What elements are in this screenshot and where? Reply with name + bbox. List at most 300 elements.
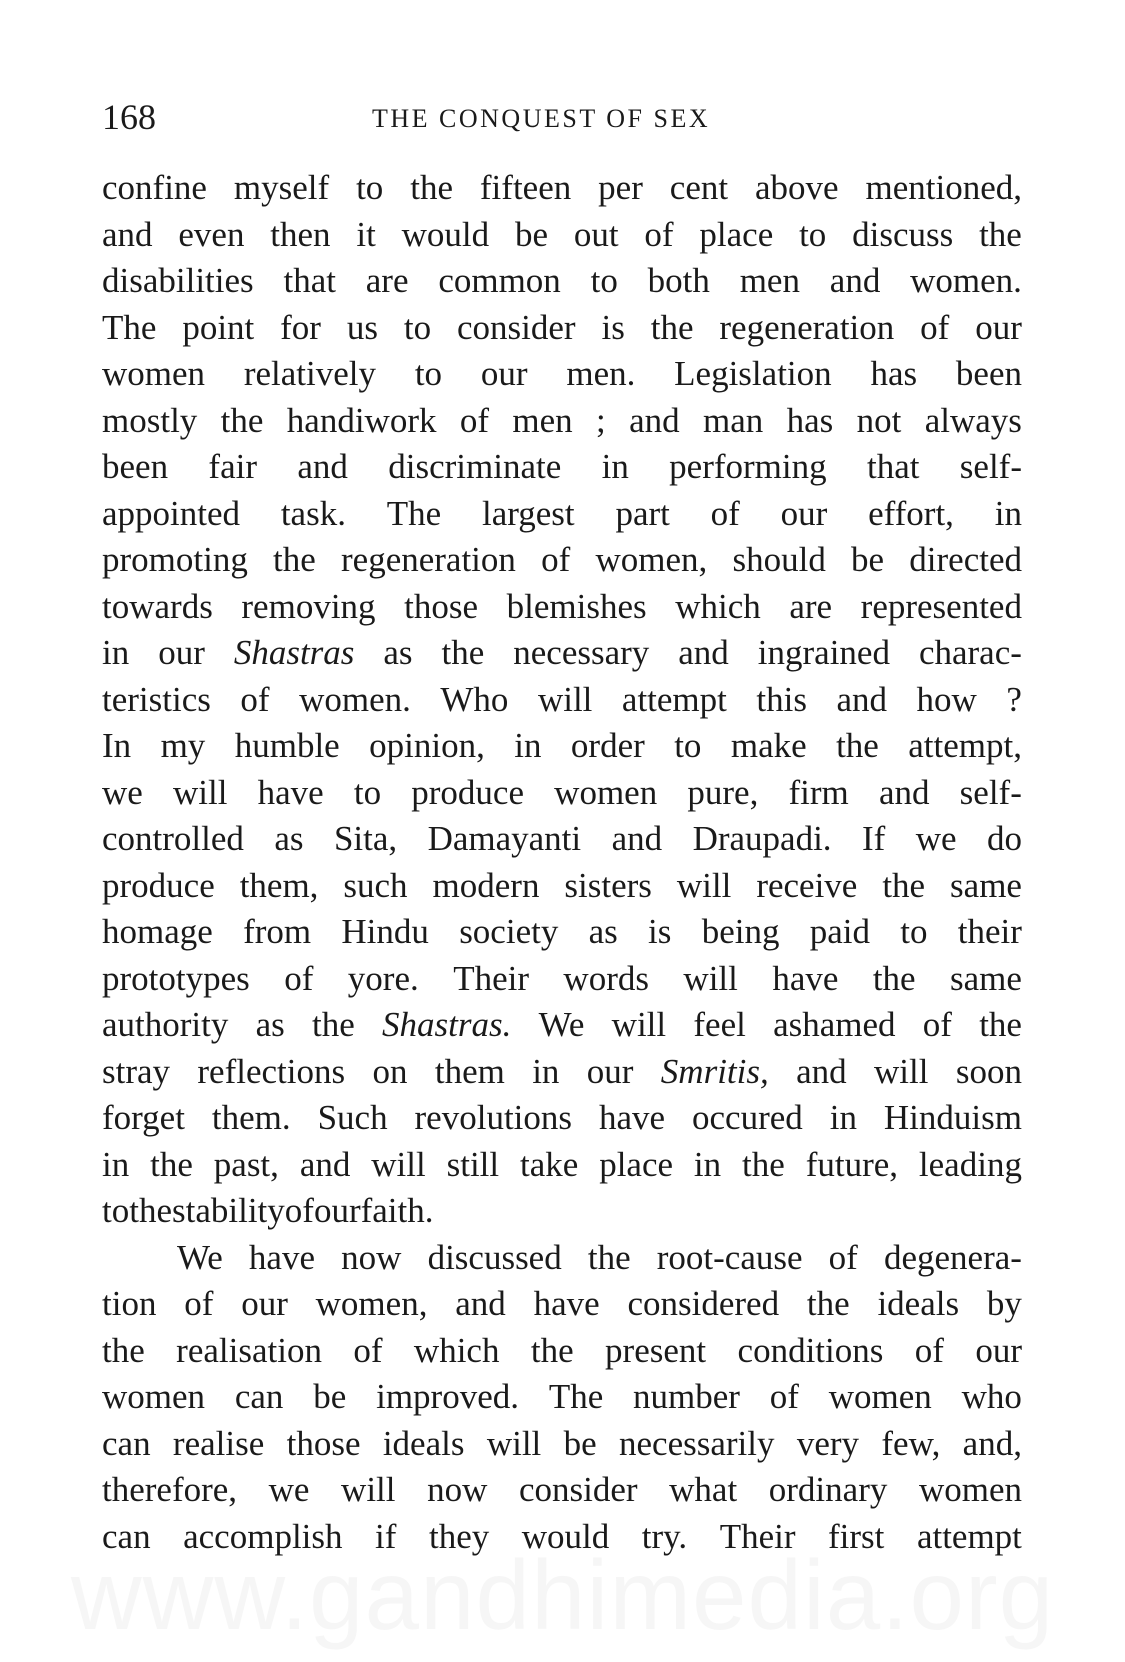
word: largest	[481, 493, 575, 533]
word: should	[732, 540, 826, 579]
text-line	[102, 584, 1022, 631]
word: have	[257, 772, 324, 812]
word: is	[601, 307, 625, 347]
word: therefore,	[102, 1470, 238, 1509]
body-text	[102, 165, 1022, 1560]
word: of	[644, 214, 674, 254]
word: if	[375, 1516, 397, 1556]
word: and	[678, 633, 729, 672]
word: promoting	[102, 540, 248, 579]
word: in	[102, 633, 130, 672]
word: ideals	[877, 1284, 960, 1323]
word: men.	[566, 354, 636, 393]
text-line	[102, 305, 1022, 352]
word: Draupadi.	[692, 819, 832, 858]
word: attempt	[916, 1516, 1022, 1556]
word: future,	[805, 1144, 899, 1184]
word: our	[975, 307, 1022, 347]
word: attempt	[621, 679, 727, 719]
word: now	[341, 1237, 402, 1277]
word: our	[780, 493, 828, 533]
word: in	[994, 493, 1022, 533]
word: been	[102, 447, 169, 486]
word: improved.	[376, 1377, 519, 1416]
word: to	[590, 261, 618, 300]
word: self-	[959, 447, 1022, 486]
word: has	[786, 400, 834, 440]
word: homage	[102, 912, 213, 951]
word: common	[438, 261, 561, 300]
word: regeneration	[719, 307, 895, 347]
word: to	[900, 912, 928, 951]
word: humble	[234, 726, 340, 765]
word: this	[756, 679, 807, 719]
word: those	[286, 1423, 361, 1463]
text-line	[102, 956, 1022, 1003]
word: in	[532, 1051, 560, 1091]
word: would	[401, 214, 490, 254]
word: to	[403, 307, 432, 347]
word: necessary	[513, 633, 650, 672]
word: Their	[453, 958, 529, 998]
word: of	[828, 1237, 858, 1277]
word: regeneration	[341, 540, 516, 579]
word: the	[806, 1284, 850, 1323]
word: ashamed	[773, 1005, 896, 1044]
word: first	[828, 1516, 885, 1556]
word: them.	[211, 1098, 291, 1137]
watermark	[0, 1540, 1125, 1650]
word: as	[588, 912, 618, 951]
word: men	[512, 400, 573, 440]
word: women,	[315, 1284, 428, 1323]
word: being	[701, 912, 780, 951]
word: feel	[693, 1005, 746, 1044]
word: do	[986, 819, 1022, 858]
word: the	[979, 214, 1022, 254]
word: realise	[172, 1423, 265, 1463]
word: Legislation	[674, 354, 832, 393]
word: and	[102, 214, 153, 254]
word: of	[922, 1005, 952, 1044]
word: occured	[692, 1098, 803, 1137]
word: effort,	[868, 493, 954, 533]
running-title: THE CONQUEST OF SEX	[372, 104, 711, 133]
word: that	[866, 447, 920, 486]
word: them,	[239, 865, 319, 905]
text-line	[102, 212, 1022, 259]
word: and	[878, 772, 930, 812]
word: their	[957, 912, 1022, 951]
word: degenera-	[883, 1237, 1022, 1277]
word: teristics	[102, 679, 211, 719]
word: We	[177, 1237, 223, 1277]
word: per	[598, 168, 643, 207]
text-line	[102, 491, 1022, 538]
word: such	[343, 865, 408, 905]
word: consider	[457, 307, 576, 347]
word: discussed	[427, 1237, 562, 1277]
word: women,	[595, 540, 708, 579]
word: women	[554, 772, 658, 812]
word: ordinary	[768, 1470, 888, 1509]
word: The	[386, 493, 442, 533]
word: the	[150, 1144, 193, 1184]
word: our	[241, 1284, 288, 1323]
word: try.	[641, 1516, 688, 1556]
word: Smritis,	[660, 1051, 769, 1091]
word: few,	[881, 1423, 941, 1463]
word: man	[702, 400, 764, 440]
text-line	[102, 1467, 1022, 1514]
word: women	[918, 1470, 1022, 1509]
word: by	[986, 1284, 1022, 1323]
word: Sita,	[333, 819, 398, 858]
word: forget	[102, 1098, 185, 1137]
word: and	[836, 679, 888, 719]
word: blemishes	[506, 586, 647, 626]
text-line	[102, 1049, 1022, 1096]
word: be	[514, 214, 549, 254]
word: the	[836, 726, 879, 765]
word: women	[102, 354, 206, 393]
word: confine	[102, 168, 207, 207]
word: have	[598, 1098, 666, 1137]
word: modern	[432, 865, 540, 905]
word: be	[313, 1377, 347, 1416]
word: both	[647, 261, 710, 300]
word: faith.	[360, 1191, 434, 1230]
word: will	[676, 865, 732, 905]
text-line	[102, 1235, 1022, 1282]
word: will	[172, 772, 228, 812]
text-line	[102, 1142, 1022, 1189]
word: as	[383, 633, 413, 672]
word: discriminate	[388, 447, 562, 486]
word: appointed	[102, 493, 241, 533]
word: for	[280, 307, 321, 347]
word: paid	[809, 912, 870, 951]
word: those	[404, 586, 479, 626]
running-head	[102, 92, 1022, 142]
word: soon	[955, 1051, 1022, 1091]
word: leading	[918, 1144, 1022, 1184]
word: in	[829, 1098, 857, 1137]
text-line	[102, 816, 1022, 863]
word: fair	[208, 447, 257, 486]
word: be	[563, 1423, 597, 1463]
word: conditions	[737, 1330, 884, 1370]
word: stray	[102, 1051, 171, 1091]
word: ingrained	[757, 633, 890, 672]
word: root-cause	[656, 1237, 803, 1277]
word: women.	[910, 261, 1022, 300]
word: opinion,	[369, 726, 485, 765]
word: they	[428, 1516, 490, 1556]
word: in	[601, 447, 629, 486]
word: Their	[719, 1516, 796, 1556]
word: will	[341, 1470, 396, 1509]
text-line	[102, 537, 1022, 584]
word: order	[570, 726, 645, 765]
word: will	[537, 679, 593, 719]
word: ideals	[382, 1423, 465, 1463]
text-line	[102, 1188, 1022, 1235]
word: society	[459, 912, 559, 951]
word: and	[455, 1284, 506, 1323]
word: ?	[1006, 679, 1022, 719]
word: our	[313, 1191, 361, 1230]
word: is	[648, 912, 672, 951]
word: disabilities	[102, 261, 254, 300]
word: and	[297, 447, 348, 486]
word: Shastras.	[382, 1005, 512, 1044]
word: are	[789, 586, 833, 626]
word: directed	[909, 540, 1022, 579]
word: present	[605, 1330, 707, 1370]
word: would	[521, 1516, 610, 1556]
word: then	[270, 214, 331, 254]
text-line	[102, 258, 1022, 305]
word: the	[102, 1330, 145, 1370]
word: of	[541, 540, 571, 579]
text-line	[102, 1002, 1022, 1049]
word: and	[629, 400, 680, 440]
word: are	[365, 261, 409, 300]
word: the	[872, 958, 916, 998]
word: same	[950, 865, 1022, 905]
word: represented	[860, 586, 1022, 626]
word: has	[870, 354, 918, 393]
word: controlled	[102, 819, 244, 858]
word: will	[371, 1144, 426, 1184]
word: charac-	[918, 633, 1022, 672]
word: be	[851, 540, 885, 579]
word: have	[248, 1237, 315, 1277]
word: number	[633, 1377, 740, 1416]
word: produce	[102, 865, 215, 905]
word: our	[586, 1051, 634, 1091]
word: my	[160, 726, 206, 765]
word: attempt,	[908, 726, 1022, 765]
word: myself	[233, 168, 330, 207]
word: to	[102, 1191, 130, 1230]
word: of	[710, 493, 740, 533]
word: the	[410, 168, 453, 207]
word: will	[486, 1423, 542, 1463]
word: Hindu	[341, 912, 429, 951]
word: performing	[669, 447, 827, 486]
word: accomplish	[183, 1516, 343, 1556]
word: that	[283, 261, 336, 300]
word: relatively	[243, 354, 377, 393]
word: women.	[299, 679, 411, 719]
word: us	[346, 307, 378, 347]
word: part	[615, 493, 670, 533]
word: of	[284, 958, 314, 998]
word: ;	[595, 400, 606, 440]
text-line	[102, 1095, 1022, 1142]
word: same	[950, 958, 1022, 998]
word: the	[312, 1005, 355, 1044]
word: been	[955, 354, 1022, 393]
word: necessarily	[619, 1423, 775, 1463]
word: to	[414, 354, 443, 393]
word: of	[353, 1330, 383, 1370]
word: removing	[241, 586, 376, 626]
word: make	[730, 726, 807, 765]
word: have	[533, 1284, 600, 1323]
word: In	[102, 726, 132, 765]
word: as	[274, 819, 304, 858]
word: yore.	[347, 958, 419, 998]
word: of	[459, 400, 489, 440]
word: realisation	[176, 1330, 322, 1370]
word: mentioned,	[865, 168, 1022, 207]
word: can	[234, 1377, 284, 1416]
word: to	[674, 726, 702, 765]
text-line	[102, 1281, 1022, 1328]
word: authority	[102, 1005, 229, 1044]
word: the	[979, 1005, 1022, 1044]
word: and	[611, 819, 663, 858]
word: in	[102, 1144, 130, 1184]
text-line	[102, 1421, 1022, 1468]
word: prototypes	[102, 958, 250, 998]
text-line	[102, 863, 1022, 910]
word: If	[861, 819, 886, 858]
word: our	[158, 633, 205, 672]
word: will	[683, 958, 738, 998]
text-line	[102, 677, 1022, 724]
word: consider	[518, 1470, 638, 1509]
word: take	[520, 1144, 579, 1184]
word: Hinduism	[883, 1098, 1022, 1137]
word: of	[284, 1191, 314, 1230]
word: which	[675, 586, 761, 626]
word: discuss	[852, 214, 954, 254]
word: We	[538, 1005, 585, 1044]
word: place	[699, 214, 774, 254]
word: past,	[213, 1144, 279, 1184]
word: Shastras	[233, 633, 355, 672]
word: still	[446, 1144, 500, 1184]
word: revolutions	[414, 1098, 573, 1137]
word: we	[102, 772, 143, 812]
word: our	[480, 354, 528, 393]
word: towards	[102, 586, 213, 626]
word: now	[427, 1470, 488, 1509]
word: self-	[959, 772, 1022, 812]
word: can	[102, 1423, 151, 1463]
word: the	[650, 307, 694, 347]
word: how	[916, 679, 977, 719]
text-line	[102, 398, 1022, 445]
word: to	[799, 214, 827, 254]
word: who	[961, 1377, 1022, 1416]
word: will	[874, 1051, 929, 1091]
word: words	[563, 958, 649, 998]
word: the	[882, 865, 926, 905]
text-line	[102, 444, 1022, 491]
word: to	[353, 772, 382, 812]
word: which	[413, 1330, 500, 1370]
word: place	[599, 1144, 674, 1184]
word: even	[178, 214, 245, 254]
word: women	[102, 1377, 206, 1416]
word: produce	[411, 772, 524, 812]
word: fifteen	[479, 168, 572, 207]
word: have	[772, 958, 839, 998]
word: in	[514, 726, 542, 765]
word: we	[915, 819, 957, 858]
text-line	[102, 351, 1022, 398]
word: in	[693, 1144, 722, 1184]
word: tion	[102, 1284, 157, 1323]
word: of	[914, 1330, 944, 1370]
word: pure,	[687, 772, 759, 812]
text-line	[102, 1374, 1022, 1421]
word: receive	[756, 865, 858, 905]
word: them	[434, 1051, 505, 1091]
word: the	[587, 1237, 631, 1277]
word: Who	[440, 679, 509, 719]
word: from	[243, 912, 312, 951]
page-number: 168	[102, 97, 156, 137]
text-line	[102, 630, 1022, 677]
word: the	[129, 1191, 172, 1230]
word: Such	[317, 1098, 388, 1137]
word: what	[669, 1470, 738, 1509]
text-line	[102, 723, 1022, 770]
text-line	[102, 1328, 1022, 1375]
word: cent	[669, 168, 729, 207]
word: the	[530, 1330, 574, 1370]
word: very	[796, 1423, 860, 1463]
word: as	[255, 1005, 285, 1044]
word: women	[828, 1377, 932, 1416]
word: the	[220, 400, 264, 440]
word: point	[182, 307, 255, 347]
word: can	[102, 1516, 151, 1556]
word: reflections	[197, 1051, 346, 1091]
word: task.	[280, 493, 346, 533]
word: will	[611, 1005, 667, 1044]
word: out	[573, 214, 619, 254]
word: of	[769, 1377, 799, 1416]
word: Damayanti	[427, 819, 582, 858]
word: of	[184, 1284, 214, 1323]
word: and	[796, 1051, 847, 1091]
word: mostly	[102, 400, 198, 440]
word: of	[920, 307, 950, 347]
word: we	[268, 1470, 310, 1509]
word: The	[548, 1377, 604, 1416]
text-line	[102, 909, 1022, 956]
word: considered	[627, 1284, 780, 1323]
word: on	[372, 1051, 408, 1091]
text-line	[102, 770, 1022, 817]
word: not	[856, 400, 902, 440]
word: the	[273, 540, 316, 579]
word: it	[356, 214, 376, 254]
word: men	[739, 261, 800, 300]
word: to	[356, 168, 384, 207]
word: the	[742, 1144, 785, 1184]
word: of	[240, 679, 270, 719]
word: sisters	[564, 865, 652, 905]
word: The	[102, 307, 157, 347]
